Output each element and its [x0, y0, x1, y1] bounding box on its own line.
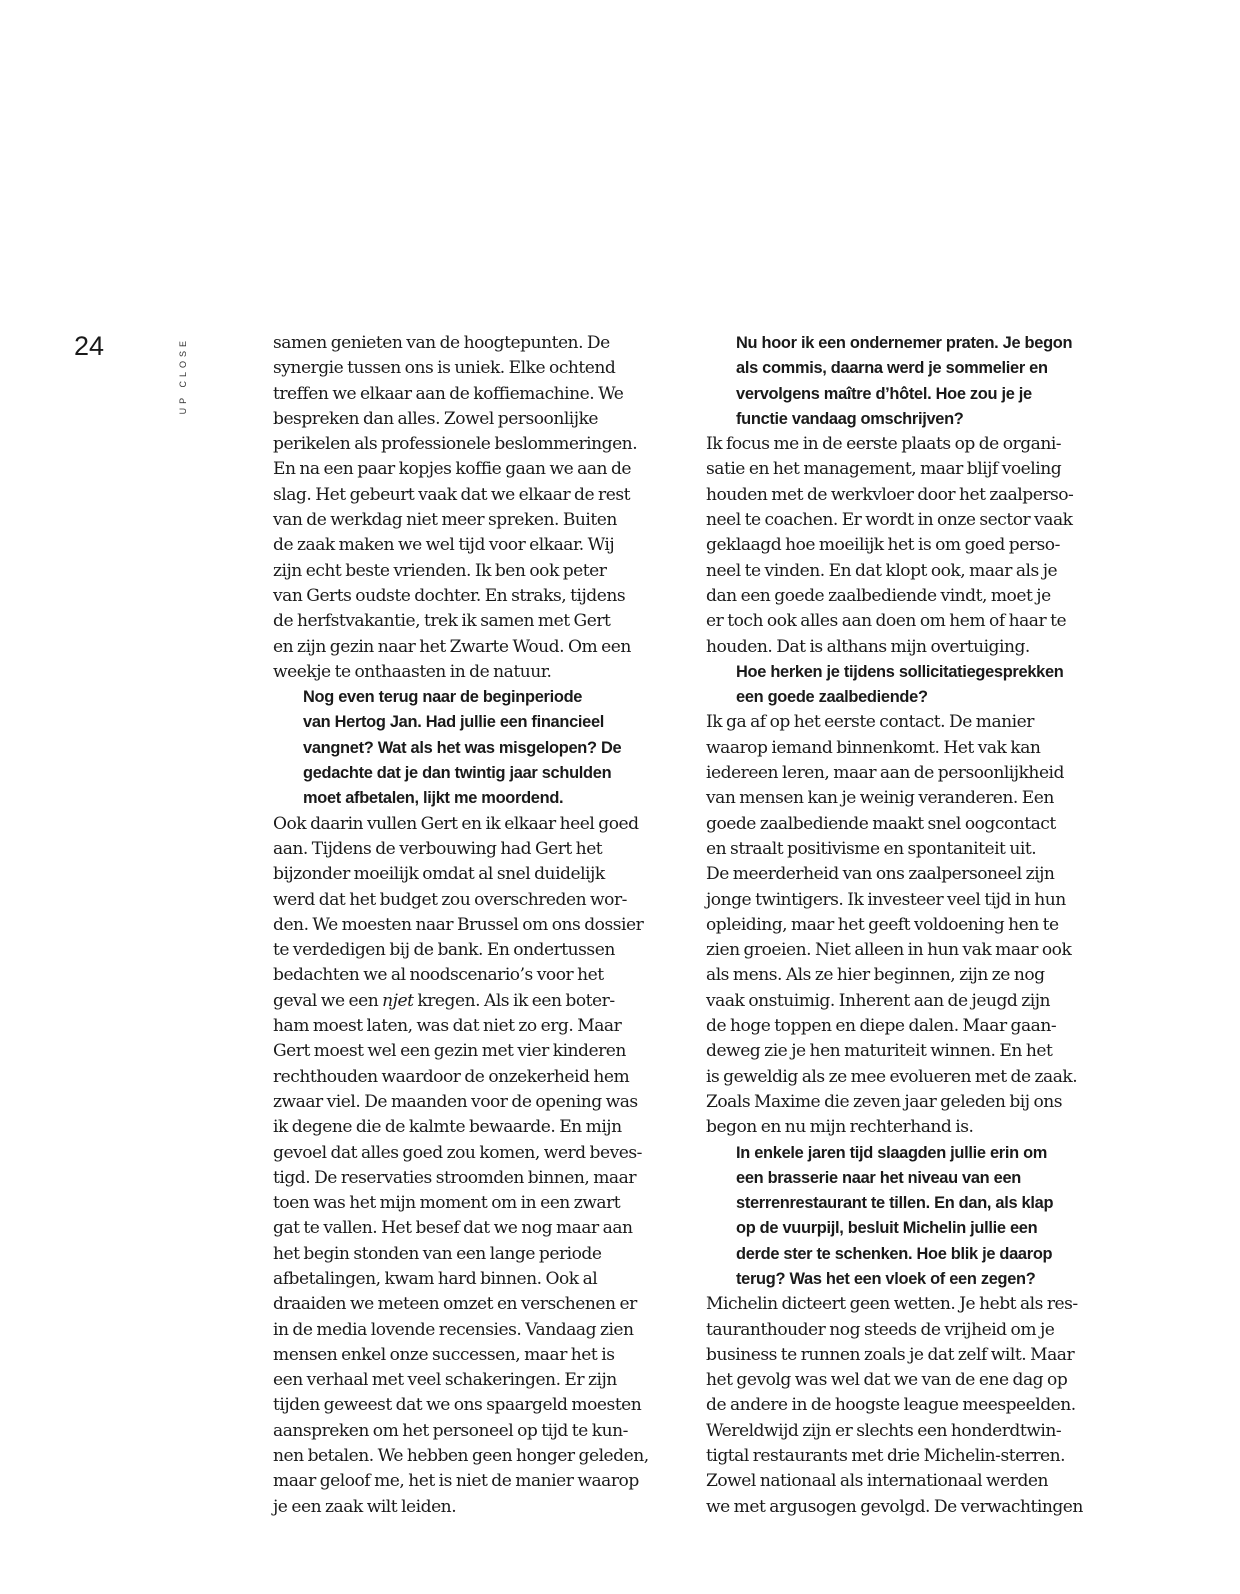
- text-line: afbetalingen, kwam hard binnen. Ook al: [273, 1268, 598, 1289]
- text-line: aanspreken om het personeel op tijd te kun-: [273, 1420, 628, 1441]
- text-line: van mensen kan je weinig veranderen. Een: [706, 788, 1054, 809]
- interview-question: [706, 660, 1106, 711]
- text-line: gat te vallen. Het besef dat we nog maar aan: [273, 1218, 633, 1239]
- text-line: ham moest laten, was dat niet zo erg. Maar: [273, 1016, 622, 1037]
- section-label: UP CLOSE: [178, 337, 188, 415]
- body-paragraph: [273, 331, 673, 685]
- text-line: Zoals Maxime die zeven jaar geleden bij ons: [706, 1091, 1063, 1112]
- interview-question: [706, 1141, 1106, 1293]
- text-line: samen genieten van de hoogtepunten. De: [273, 333, 610, 353]
- text-line: zien groeien. Niet alleen in hun vak maar ook: [706, 940, 1072, 961]
- text-line: Hoe herken je tijdens sollicitatiegesprekken: [736, 662, 1064, 681]
- text-line: als commis, daarna werd je sommelier en: [736, 359, 1048, 378]
- text-line: Zowel nationaal als internationaal werden: [706, 1471, 1049, 1492]
- text-line: werd dat het budget zou overschreden wor-: [273, 889, 627, 910]
- text-line: tijden geweest dat we ons spaargeld moesten: [273, 1395, 642, 1416]
- text-line: goede zaalbediende maakt snel oogcontact: [706, 813, 1056, 834]
- interview-question: [273, 685, 673, 811]
- text-line: zijn echt beste vrienden. Ik ben ook peter: [273, 560, 607, 581]
- text-line: perikelen als professionele beslommeringen.: [273, 434, 638, 455]
- text-line: van Hertog Jan. Had jullie een financieel: [303, 713, 605, 732]
- text-line: rechthouden waardoor de onzekerheid hem: [273, 1066, 630, 1087]
- text-line: houden. Dat is althans mijn overtuiging.: [706, 636, 1030, 657]
- text-line: geval we een njet kregen. Als ik een boter-: [273, 990, 615, 1011]
- emphasis: njet: [382, 990, 414, 1011]
- page-number: 24: [74, 331, 105, 361]
- text-line: derde ster te schenken. Hoe blik je daarop: [736, 1244, 1053, 1263]
- text-line: nen betalen. We hebben geen honger geleden,: [273, 1446, 649, 1467]
- body-paragraph: [273, 812, 673, 1520]
- text-line: En na een paar kopjes koffie gaan we aan de: [273, 459, 632, 480]
- text-line: en zijn gezin naar het Zwarte Woud. Om een: [273, 636, 631, 657]
- text-column-left: [273, 331, 673, 1520]
- text-line: den. We moesten naar Brussel om ons dossier: [273, 914, 644, 935]
- text-line: van Gerts oudste dochter. En straks, tijdens: [273, 585, 626, 606]
- text-line: als mens. Als ze hier beginnen, zijn ze nog: [706, 965, 1045, 986]
- text-line: zwaar viel. De maanden voor de opening was: [273, 1091, 638, 1112]
- text-line: terug? Was het een vloek of een zegen?: [736, 1269, 1036, 1288]
- interview-question: [706, 331, 1106, 432]
- text-line: moet afbetalen, lijkt me moordend.: [303, 789, 564, 808]
- text-line: bespreken dan alles. Zowel persoonlijke: [273, 408, 599, 429]
- text-line: synergie tussen ons is uniek. Elke ochtend: [273, 358, 616, 379]
- text-line: vaak onstuimig. Inherent aan de jeugd zijn: [706, 990, 1051, 1011]
- text-line: het begin stonden van een lange periode: [273, 1243, 602, 1264]
- body-paragraph: [706, 710, 1106, 1140]
- body-paragraph: [706, 432, 1106, 660]
- text-line: deweg zie je hen maturiteit winnen. En het: [706, 1041, 1053, 1062]
- text-line: het gevolg was wel dat we van de ene dag op: [706, 1370, 1068, 1391]
- text-line: mensen enkel onze successen, maar het is: [273, 1344, 615, 1365]
- text-line: iedereen leren, maar aan de persoonlijkheid: [706, 763, 1064, 784]
- text-line: de hoge toppen en diepe dalen. Maar gaan-: [706, 1016, 1057, 1037]
- text-line: de andere in de hoogste league meespeelden.: [706, 1395, 1076, 1416]
- text-line: een verhaal met veel schakeringen. Er zijn: [273, 1370, 617, 1391]
- text-line: tigtal restaurants met drie Michelin-sterren.: [706, 1446, 1066, 1467]
- text-line: gevoel dat alles goed zou komen, werd beves-: [273, 1142, 642, 1163]
- text-column-right: [706, 331, 1106, 1520]
- text-line: waarop iemand binnenkomt. Het vak kan: [706, 737, 1041, 758]
- text-line: treffen we elkaar aan de koffiemachine. We: [273, 383, 624, 404]
- text-line: Nog even terug naar de beginperiode: [303, 688, 583, 707]
- text-line: jonge twintigers. Ik investeer veel tijd in hun: [706, 889, 1066, 910]
- text-line: te verdedigen bij de bank. En ondertussen: [273, 940, 615, 961]
- text-line: neel te vinden. En dat klopt ook, maar als je: [706, 560, 1058, 581]
- text-line: Nu hoor ik een ondernemer praten. Je begon: [736, 334, 1073, 352]
- text-line: De meerderheid van ons zaalpersoneel zijn: [706, 864, 1055, 885]
- text-line: is geweldig als ze mee evolueren met de zaak.: [706, 1066, 1078, 1087]
- text-line: de herfstvakantie, trek ik samen met Gert: [273, 611, 611, 632]
- text-line: Ik ga af op het eerste contact. De manier: [706, 712, 1034, 733]
- text-line: gedachte dat je dan twintig jaar schulden: [303, 764, 612, 783]
- text-line: draaiden we meteen omzet en verschenen er: [273, 1294, 637, 1315]
- text-line: neel te coachen. Er wordt in onze sector vaak: [706, 510, 1073, 531]
- text-line: de zaak maken we wel tijd voor elkaar. Wij: [273, 535, 615, 556]
- text-line: vangnet? Wat als het was misgelopen? De: [303, 738, 622, 757]
- text-line: een goede zaalbediende?: [736, 688, 928, 707]
- text-line: tigd. De reservaties stroomden binnen, maar: [273, 1167, 636, 1188]
- text-line: bijzonder moeilijk omdat al snel duidelijk: [273, 864, 605, 885]
- text-line: houden met de werkvloer door het zaalperso-: [706, 484, 1074, 505]
- text-line: tauranthouder nog steeds de vrijheid om je: [706, 1319, 1055, 1340]
- text-line: Ik focus me in de eerste plaats op de organi-: [706, 434, 1062, 455]
- text-line: maar geloof me, het is niet de manier waarop: [273, 1471, 639, 1492]
- text-line: er toch ook alles aan doen om hem of haar te: [706, 611, 1067, 632]
- text-line: een brasserie naar het niveau van een: [736, 1168, 1021, 1187]
- text-line: sterrenrestaurant te tillen. En dan, als klap: [736, 1194, 1054, 1213]
- text-line: functie vandaag omschrijven?: [736, 409, 964, 428]
- text-line: In enkele jaren tijd slaagden jullie erin om: [736, 1143, 1048, 1162]
- text-line: geklaagd hoe moeilijk het is om goed perso-: [706, 535, 1060, 556]
- text-line: Michelin dicteert geen wetten. Je hebt als res-: [706, 1294, 1078, 1315]
- text-line: vervolgens maître d’hôtel. Hoe zou je je: [736, 384, 1032, 403]
- text-line: ik degene die de kalmte bewaarde. En mijn: [273, 1117, 622, 1138]
- text-line: van de werkdag niet meer spreken. Buiten: [273, 510, 617, 531]
- text-line: in de media lovende recensies. Vandaag zien: [273, 1319, 634, 1340]
- text-line: en straalt positivisme en spontaniteit uit.: [706, 838, 1037, 859]
- text-line: opleiding, maar het geeft voldoening hen te: [706, 914, 1059, 935]
- text-line: toen was het mijn moment om in een zwart: [273, 1193, 621, 1214]
- body-paragraph: [706, 1292, 1106, 1520]
- text-line: begon en nu mijn rechterhand is.: [706, 1117, 974, 1138]
- text-line: Ook daarin vullen Gert en ik elkaar heel goed: [273, 813, 639, 834]
- text-line: we met argusogen gevolgd. De verwachtingen: [706, 1496, 1083, 1517]
- text-line: slag. Het gebeurt vaak dat we elkaar de rest: [273, 484, 630, 505]
- text-line: aan. Tijdens de verbouwing had Gert het: [273, 838, 603, 859]
- text-line: op de vuurpijl, besluit Michelin jullie een: [736, 1219, 1038, 1238]
- text-line: dan een goede zaalbediende vindt, moet je: [706, 585, 1051, 606]
- text-line: bedachten we al noodscenario’s voor het: [273, 965, 604, 986]
- text-line: Wereldwijd zijn er slechts een honderdtwin-: [706, 1420, 1062, 1441]
- text-line: Gert moest wel een gezin met vier kinderen: [273, 1041, 626, 1062]
- text-line: business te runnen zoals je dat zelf wilt. Maar: [706, 1344, 1075, 1365]
- text-line: satie en het management, maar blijf voeling: [706, 459, 1062, 480]
- text-line: je een zaak wilt leiden.: [273, 1496, 457, 1517]
- text-line: weekje te onthaasten in de natuur.: [273, 661, 552, 682]
